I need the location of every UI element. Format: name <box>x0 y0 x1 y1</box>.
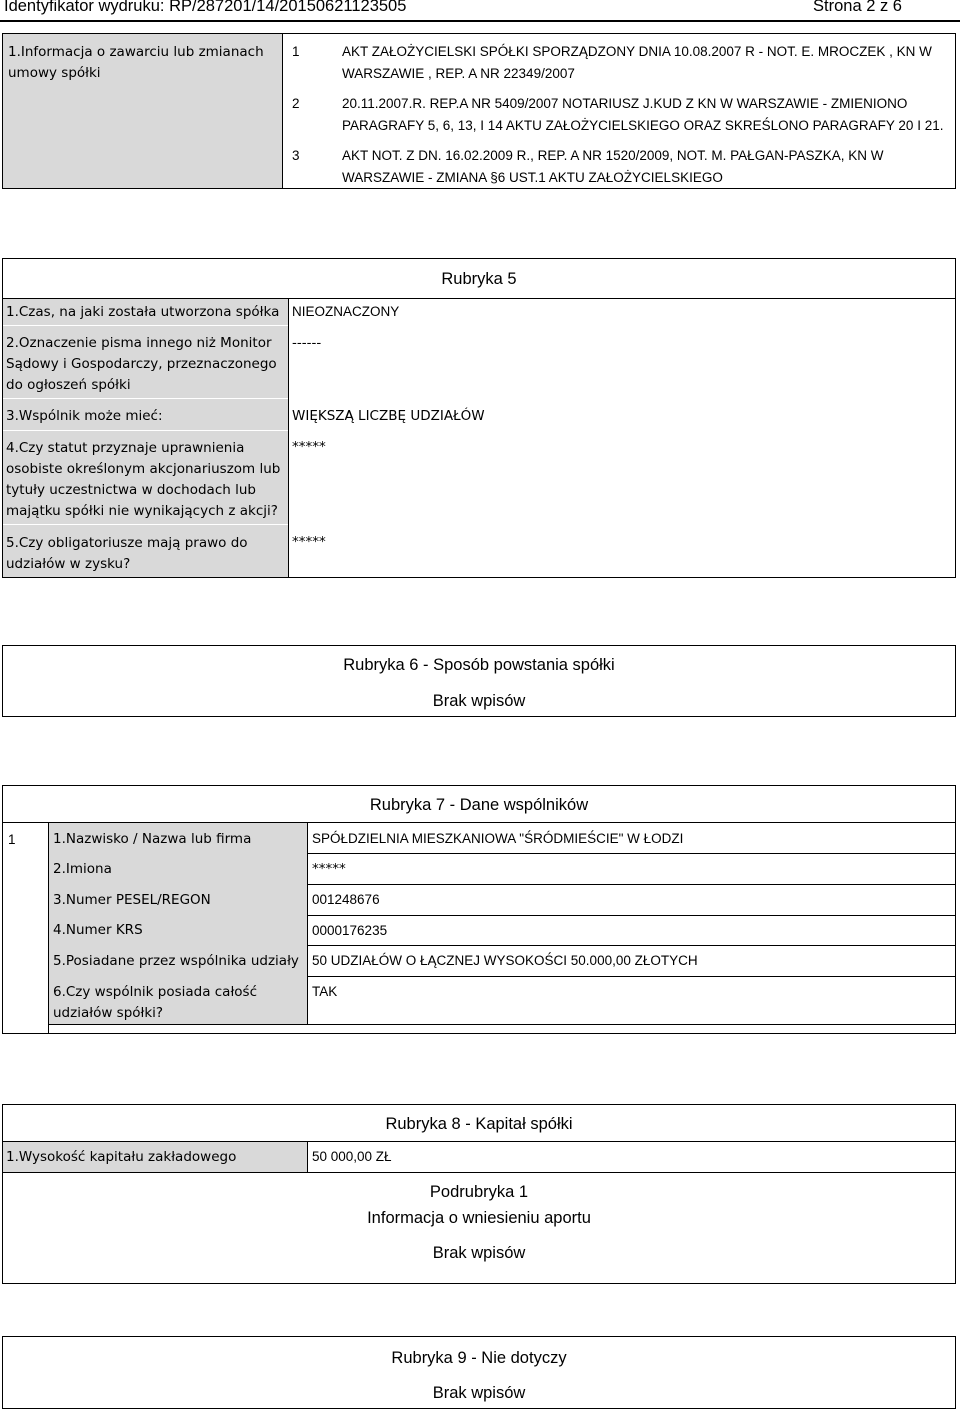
rubryka-6-note: Brak wpisów <box>432 692 526 710</box>
contract-entry-text: 20.11.2007.R. REP.A NR 5409/2007 NOTARIUSZ J.KUD Z KN W WARSZAWIE - ZMIENIONO PARAGRAFY 5, 6, 13, I 14 AKTU ZAŁOŻYCIELSKIEGO ORAZ SKREŚLONO PARAGRAFY 20 I 21. <box>342 96 944 133</box>
rubryka-5-value: ***** <box>292 439 326 455</box>
partner-field-label: 5.Posiadane przez wspólnika udziały <box>53 953 299 969</box>
partner-field-label: 4.Numer KRS <box>53 922 143 938</box>
rubryka-5-title: Rubryka 5 <box>441 270 517 288</box>
partner-field-value: SPÓŁDZIELNIA MIESZKANIOWA "ŚRÓDMIEŚCIE" W ŁODZI <box>312 831 684 846</box>
subrubryka-title: Podrubryka 1 <box>429 1183 529 1201</box>
contract-entry-number: 2 <box>292 96 300 111</box>
partner-field-label: 2.Imiona <box>53 861 112 877</box>
rubryka-5-value: ***** <box>292 534 326 550</box>
partner-field-label: 1.Nazwisko / Nazwa lub firma <box>53 831 252 847</box>
contract-entry-number: 3 <box>292 148 300 163</box>
rubryka-5-label: 1.Czas, na jaki została utworzona spółka <box>6 304 280 320</box>
rubryka-5-label: 5.Czy obligatoriusze mają prawo do udziałów w zysku? <box>6 535 248 572</box>
subrubryka-subtitle: Informacja o wniesieniu aportu <box>367 1209 591 1227</box>
partner-field-value: 001248676 <box>312 892 380 907</box>
contract-info-label: 1.Informacja o zawarciu lub zmianach umowy spółki <box>8 44 264 81</box>
print-identifier: Identyfikator wydruku: RP/287201/14/20150621123505 <box>4 0 407 15</box>
rubryka-5-value: WIĘKSZĄ LICZBĘ UDZIAŁÓW <box>292 408 485 424</box>
rubryka-5-label: 4.Czy statut przyznaje uprawnienia osobiste określonym akcjonariuszom lub tytuły uczestnictwa w dochodach lub majątku spółki nie wynikających z akcji? <box>6 440 281 519</box>
capital-value: 50 000,00 ZŁ <box>312 1149 392 1164</box>
partner-field-value: TAK <box>312 984 338 999</box>
subrubryka-note: Brak wpisów <box>432 1244 526 1262</box>
partner-field-label: 6.Czy wspólnik posiada całość udziałów spółki? <box>53 984 258 1021</box>
header-rule <box>0 20 960 22</box>
rubryka-9-title: Rubryka 9 - Nie dotyczy <box>391 1349 567 1367</box>
contract-entry-text: AKT ZAŁOŻYCIELSKI SPÓŁKI SPORZĄDZONY DNIA 10.08.2007 R - NOT. E. MROCZEK , KN W WARSZAWIE , REP. A NR 22349/2007 <box>342 44 932 81</box>
rubryka-5-value: NIEOZNACZONY <box>292 304 400 319</box>
rubryka-8-title: Rubryka 8 - Kapitał spółki <box>385 1115 573 1133</box>
rubryka-5-label: 2.Oznaczenie pisma innego niż Monitor Sądowy i Gospodarczy, przeznaczonego do ogłoszeń spółki <box>6 335 277 393</box>
rubryka-7-title: Rubryka 7 - Dane wspólników <box>369 796 589 814</box>
partner-field-value: ***** <box>312 861 346 877</box>
capital-label: 1.Wysokość kapitału zakładowego <box>6 1149 237 1165</box>
contract-entry-number: 1 <box>292 44 300 59</box>
rubryka-5-label: 3.Wspólnik może mieć: <box>6 408 163 424</box>
partner-field-value: 0000176235 <box>312 923 388 938</box>
rubryka-6-title: Rubryka 6 - Sposób powstania spółki <box>343 656 615 674</box>
partner-field-value: 50 UDZIAŁÓW O ŁĄCZNEJ WYSOKOŚCI 50.000,00 ZŁOTYCH <box>312 953 698 968</box>
rubryka-9-note: Brak wpisów <box>432 1384 526 1402</box>
partner-index: 1 <box>8 832 16 847</box>
contract-entry-text: AKT NOT. Z DN. 16.02.2009 R., REP. A NR 1520/2009, NOT. M. PAŁGAN-PASZKA, KN W WARSZAWIE - ZMIANA §6 UST.1 AKTU ZAŁOŻYCIELSKIEGO <box>342 148 884 185</box>
partner-field-label: 3.Numer PESEL/REGON <box>53 892 211 908</box>
rubryka-5-value: ------ <box>292 335 322 351</box>
page-number: Strona 2 z 6 <box>813 0 902 15</box>
